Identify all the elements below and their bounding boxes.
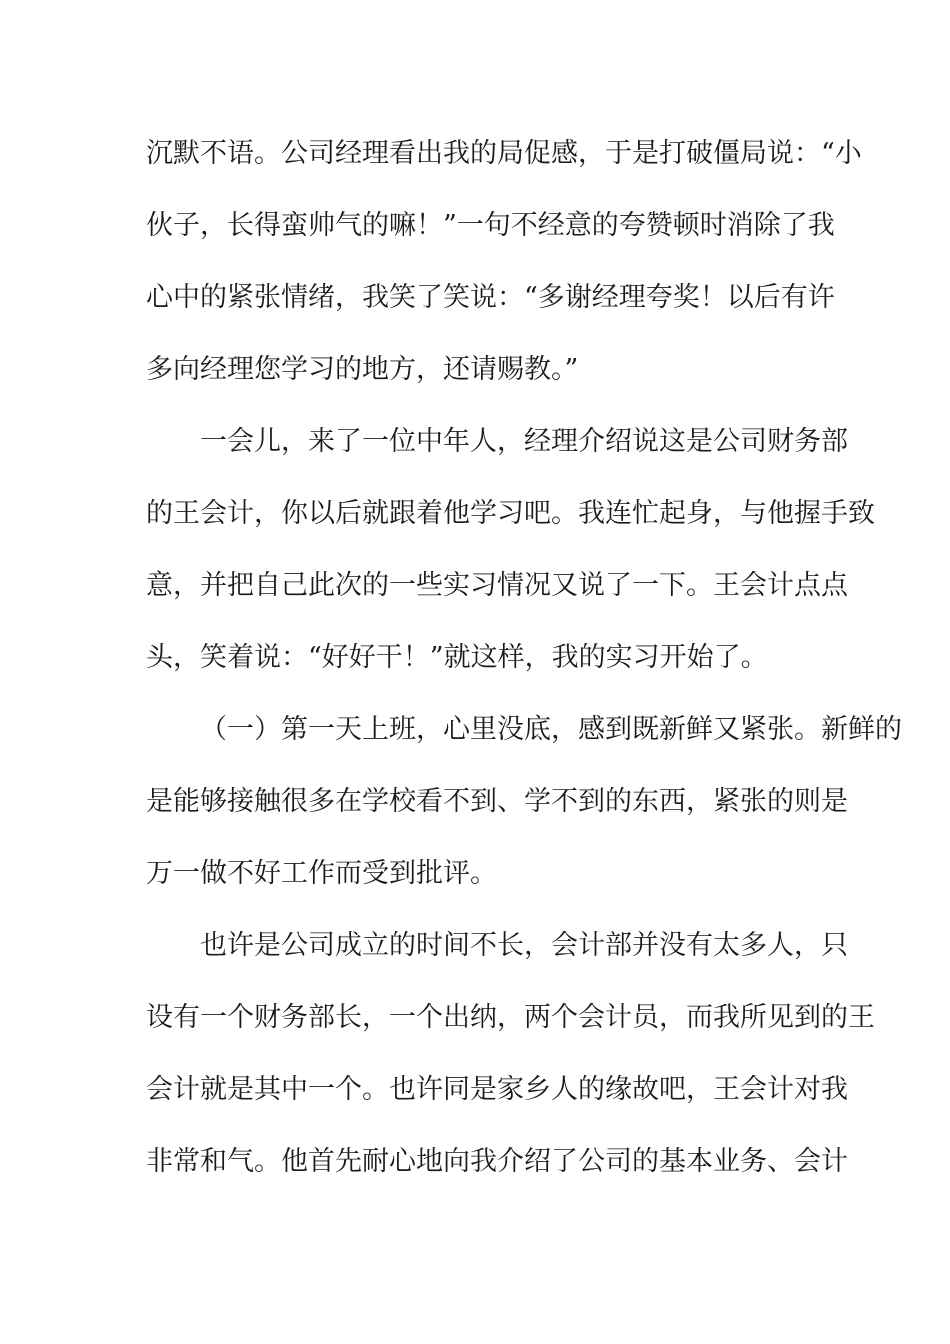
text-line-6: 的王会计，你以后就跟着他学习吧。我连忙起身，与他握手致 — [146, 498, 875, 529]
text-line-12: 也许是公司成立的时间不长，会计部并没有太多人，只 — [200, 930, 848, 961]
text-line-3: 心中的紧张情绪，我笑了笑说：“多谢经理夸奖！以后有许 — [146, 282, 835, 313]
text-line-1: 沉默不语。公司经理看出我的局促感，于是打破僵局说：“小 — [146, 138, 862, 169]
text-line-8: 头，笑着说：“好好干！”就这样，我的实习开始了。 — [146, 642, 768, 673]
text-line-10: 是能够接触很多在学校看不到、学不到的东西，紧张的则是 — [146, 786, 848, 817]
text-line-9: （一）第一天上班，心里没底，感到既新鲜又紧张。新鲜的 — [200, 714, 902, 745]
text-line-13: 设有一个财务部长，一个出纳，两个会计员，而我所见到的王 — [146, 1002, 875, 1033]
text-line-11: 万一做不好工作而受到批评。 — [146, 858, 497, 889]
text-line-15: 非常和气。他首先耐心地向我介绍了公司的基本业务、会计 — [146, 1146, 848, 1177]
text-line-2: 伙子，长得蛮帅气的嘛！”一句不经意的夸赞顿时消除了我 — [146, 210, 835, 241]
text-line-14: 会计就是其中一个。也许同是家乡人的缘故吧，王会计对我 — [146, 1074, 848, 1105]
text-line-4: 多向经理您学习的地方，还请赐教。” — [146, 354, 579, 385]
text-line-7: 意，并把自己此次的一些实习情况又说了一下。王会计点点 — [146, 570, 848, 601]
text-line-5: 一会儿，来了一位中年人，经理介绍说这是公司财务部 — [200, 426, 848, 457]
